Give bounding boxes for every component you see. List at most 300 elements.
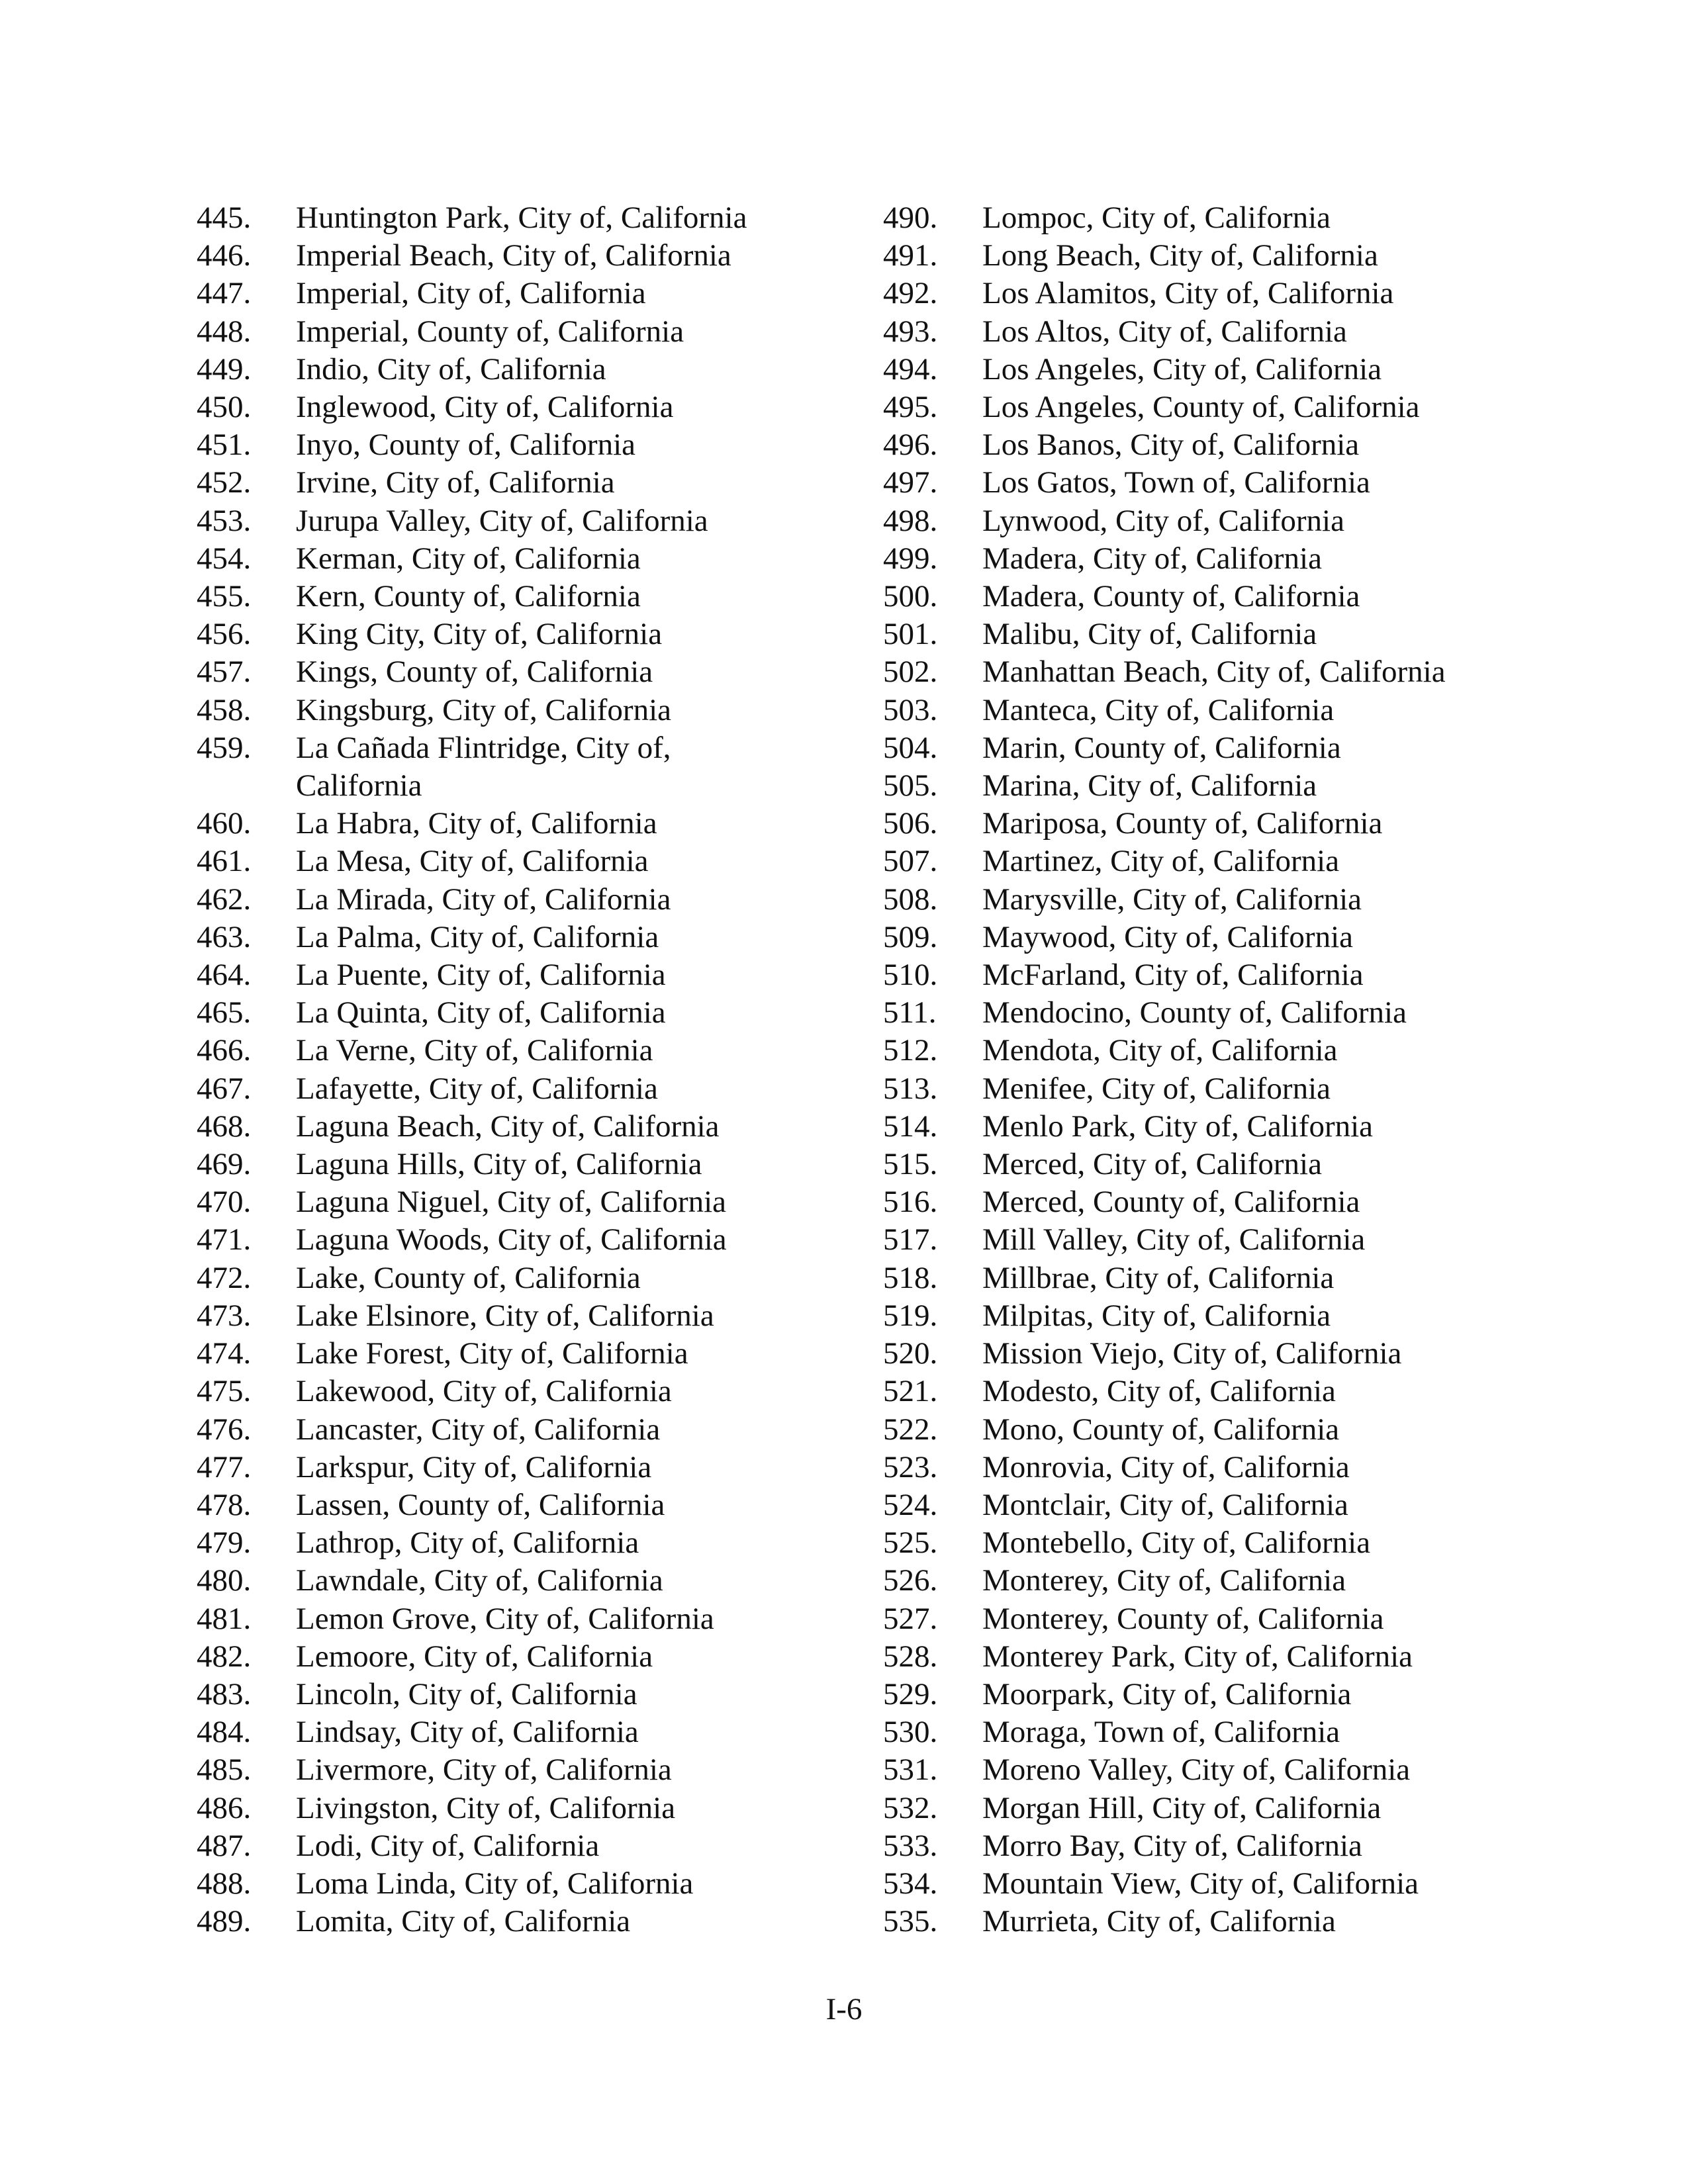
item-text [296, 881, 852, 919]
item-text [296, 1146, 852, 1183]
list-item [197, 540, 852, 578]
list-item [197, 1600, 852, 1638]
list-item [883, 1790, 1538, 1827]
item-text [296, 692, 852, 729]
item-number: 476. [197, 1412, 252, 1447]
item-text [296, 1524, 852, 1562]
item-number: 525. [883, 1525, 938, 1561]
item-text [296, 578, 852, 615]
item-text [982, 842, 1538, 880]
item-number: 468. [197, 1109, 252, 1144]
item-text [982, 1146, 1538, 1183]
item-text [296, 615, 852, 653]
item-number: 532. [883, 1790, 938, 1825]
list-item [883, 351, 1538, 388]
list-item [197, 805, 852, 842]
item-number: 524. [883, 1487, 938, 1522]
left-column-list [197, 199, 852, 1940]
list-item [883, 1713, 1538, 1751]
item-text [296, 237, 852, 275]
item-number: 452. [197, 465, 252, 500]
list-item [197, 1221, 852, 1259]
list-item [883, 313, 1538, 351]
item-text [982, 1827, 1538, 1865]
item-number: 516. [883, 1185, 938, 1220]
item-text-line: Larkspur, City of, California [296, 1449, 652, 1484]
item-number: 511. [883, 995, 937, 1030]
item-text [982, 464, 1538, 502]
item-text-line: Murrieta, City of, California [982, 1904, 1336, 1939]
list-item [197, 615, 852, 653]
item-text-line: Indio, City of, California [296, 351, 606, 387]
list-item [197, 1070, 852, 1108]
list-item [883, 275, 1538, 312]
item-text-line: Lodi, City of, California [296, 1828, 600, 1863]
item-text-line: Maywood, City of, California [982, 919, 1354, 954]
item-text [982, 1903, 1538, 1940]
item-text-line: Lake, County of, California [296, 1260, 641, 1295]
item-text [982, 881, 1538, 919]
item-number: 518. [883, 1260, 938, 1295]
item-number: 459. [197, 730, 252, 765]
item-number: 473. [197, 1298, 252, 1333]
item-text [296, 1903, 852, 1940]
list-item [883, 1070, 1538, 1108]
list-item [197, 1713, 852, 1751]
list-item [883, 1449, 1538, 1486]
item-text [296, 729, 852, 805]
item-text [982, 653, 1538, 691]
item-text-line: Los Gatos, Town of, California [982, 465, 1370, 500]
list-item [883, 1676, 1538, 1713]
item-text [296, 1827, 852, 1865]
item-text-line: Lindsay, City of, California [296, 1715, 639, 1750]
list-item [197, 1259, 852, 1297]
item-number: 469. [197, 1147, 252, 1182]
item-text-line: Monrovia, City of, California [982, 1449, 1350, 1484]
item-text [982, 313, 1538, 351]
item-text-line: Lake Forest, City of, California [296, 1336, 688, 1371]
item-text [982, 426, 1538, 464]
item-text [296, 1638, 852, 1676]
item-number: 450. [197, 390, 252, 425]
item-number: 502. [883, 655, 938, 690]
item-number: 457. [197, 655, 252, 690]
item-number: 493. [883, 314, 938, 349]
item-text-line: Monterey, City of, California [982, 1563, 1346, 1598]
list-item [883, 653, 1538, 691]
item-text-line: Merced, County of, California [982, 1185, 1360, 1220]
item-text [982, 351, 1538, 388]
list-item [197, 1373, 852, 1410]
item-number: 453. [197, 503, 252, 538]
item-text-line: Kingsburg, City of, California [296, 692, 672, 727]
item-number: 495. [883, 390, 938, 425]
list-item [883, 199, 1538, 237]
item-number: 460. [197, 806, 252, 841]
item-text [296, 1600, 852, 1638]
item-text [982, 1562, 1538, 1600]
item-text [982, 956, 1538, 994]
item-number: 449. [197, 351, 252, 387]
item-text [296, 1297, 852, 1335]
item-text-line: La Cañada Flintridge, City of, [296, 730, 671, 765]
item-text [982, 540, 1538, 578]
list-item [197, 1486, 852, 1524]
item-text [982, 1713, 1538, 1751]
item-text [296, 805, 852, 842]
item-text [296, 1751, 852, 1789]
item-text [296, 1070, 852, 1108]
item-text-line: Mission Viejo, City of, California [982, 1336, 1402, 1371]
item-text-line: Irvine, City of, California [296, 465, 615, 500]
list-item [883, 994, 1538, 1032]
item-text [296, 1373, 852, 1410]
item-text [296, 313, 852, 351]
item-text [296, 1032, 852, 1069]
item-number: 486. [197, 1790, 252, 1825]
list-item [197, 919, 852, 956]
item-text [982, 692, 1538, 729]
item-number: 465. [197, 995, 252, 1030]
item-text [296, 956, 852, 994]
item-text [982, 919, 1538, 956]
item-text-line: Moraga, Town of, California [982, 1715, 1340, 1750]
item-text-line: Millbrae, City of, California [982, 1260, 1335, 1295]
list-item [883, 692, 1538, 729]
list-item [883, 502, 1538, 540]
item-text-line: Marin, County of, California [982, 730, 1341, 765]
item-text [982, 1183, 1538, 1221]
item-number: 499. [883, 541, 938, 576]
item-text-line: La Verne, City of, California [296, 1033, 653, 1068]
item-text-line: Inglewood, City of, California [296, 390, 674, 425]
item-text [296, 1676, 852, 1713]
item-number: 485. [197, 1752, 252, 1788]
item-text-line: Martinez, City of, California [982, 844, 1340, 879]
item-number: 526. [883, 1563, 938, 1598]
item-text [982, 767, 1538, 805]
item-text-line: Lancaster, City of, California [296, 1412, 661, 1447]
list-item [197, 464, 852, 502]
item-number: 505. [883, 768, 938, 803]
list-item [883, 1751, 1538, 1789]
item-text [296, 540, 852, 578]
item-text [296, 1865, 852, 1903]
item-text [296, 388, 852, 426]
item-text [982, 275, 1538, 312]
item-text-line: Imperial, County of, California [296, 314, 684, 349]
item-number: 503. [883, 692, 938, 727]
list-item [197, 1032, 852, 1069]
item-number: 489. [197, 1904, 252, 1939]
item-number: 456. [197, 617, 252, 652]
item-number: 447. [197, 276, 252, 311]
item-text-line: Imperial Beach, City of, California [296, 238, 731, 273]
list-item [197, 1562, 852, 1600]
item-text [296, 275, 852, 312]
item-text-line: McFarland, City of, California [982, 958, 1364, 993]
item-text [982, 994, 1538, 1032]
list-item [883, 1600, 1538, 1638]
list-item [883, 919, 1538, 956]
item-text-line: Lynwood, City of, California [982, 503, 1344, 538]
list-item [197, 578, 852, 615]
item-number: 455. [197, 579, 252, 614]
item-text [982, 1335, 1538, 1373]
item-text-line: Imperial, City of, California [296, 276, 646, 311]
list-item [883, 388, 1538, 426]
item-number: 528. [883, 1639, 938, 1674]
item-number: 474. [197, 1336, 252, 1371]
item-number: 487. [197, 1828, 252, 1863]
list-item [197, 1297, 852, 1335]
item-number: 492. [883, 276, 938, 311]
item-text [982, 1297, 1538, 1335]
list-item [883, 578, 1538, 615]
item-number: 472. [197, 1260, 252, 1295]
item-text-line: Kerman, City of, California [296, 541, 641, 576]
list-item [197, 842, 852, 880]
item-text [296, 464, 852, 502]
item-number: 523. [883, 1449, 938, 1484]
item-number: 533. [883, 1828, 938, 1863]
item-text [982, 615, 1538, 653]
item-number: 522. [883, 1412, 938, 1447]
item-number: 490. [883, 201, 938, 235]
item-text-line: Kern, County of, California [296, 579, 641, 614]
page-number: I-6 [825, 1992, 863, 2026]
list-item [197, 1865, 852, 1903]
list-item [883, 1108, 1538, 1146]
item-number: 451. [197, 428, 252, 463]
item-text-line: Long Beach, City of, California [982, 238, 1378, 273]
item-number: 478. [197, 1487, 252, 1522]
item-text-line: Mariposa, County of, California [982, 806, 1383, 841]
item-number: 498. [883, 503, 938, 538]
item-text-line: La Habra, City of, California [296, 806, 657, 841]
item-text [982, 1751, 1538, 1789]
item-number: 508. [883, 882, 938, 917]
item-text [982, 1221, 1538, 1259]
item-number: 506. [883, 806, 938, 841]
item-number: 496. [883, 428, 938, 463]
item-text-line: Lassen, County of, California [296, 1487, 665, 1522]
item-text-line: Lemon Grove, City of, California [296, 1601, 714, 1636]
item-number: 461. [197, 844, 252, 879]
item-text-line: Merced, City of, California [982, 1147, 1322, 1182]
item-text-line: Marina, City of, California [982, 768, 1317, 803]
item-text-line: Laguna Niguel, City of, California [296, 1185, 727, 1220]
list-item [883, 767, 1538, 805]
list-item [197, 237, 852, 275]
item-text-line: Malibu, City of, California [982, 617, 1317, 652]
list-item [883, 842, 1538, 880]
list-item [197, 351, 852, 388]
item-number: 510. [883, 958, 938, 993]
list-item [197, 388, 852, 426]
item-text-line: Livermore, City of, California [296, 1752, 672, 1788]
item-number: 480. [197, 1563, 252, 1598]
item-text-line: Madera, City of, California [982, 541, 1322, 576]
item-text-line: Mendota, City of, California [982, 1033, 1338, 1068]
item-text [982, 729, 1538, 767]
item-number: 497. [883, 465, 938, 500]
item-text [982, 1638, 1538, 1676]
item-text [296, 1259, 852, 1297]
list-item [197, 1903, 852, 1940]
item-number: 483. [197, 1676, 252, 1711]
item-text-line: Lincoln, City of, California [296, 1676, 637, 1711]
item-text-line: Modesto, City of, California [982, 1374, 1336, 1409]
item-text-line: Marysville, City of, California [982, 882, 1362, 917]
list-item [197, 275, 852, 312]
item-number: 529. [883, 1676, 938, 1711]
list-item [883, 1903, 1538, 1940]
item-number: 530. [883, 1715, 938, 1750]
item-number: 454. [197, 541, 252, 576]
list-item [883, 956, 1538, 994]
list-item [883, 1524, 1538, 1562]
item-text-line: Los Angeles, City of, California [982, 351, 1382, 387]
list-item [883, 540, 1538, 578]
list-item [883, 237, 1538, 275]
item-text [982, 1600, 1538, 1638]
item-text-line: Los Angeles, County of, California [982, 390, 1420, 425]
item-number: 521. [883, 1374, 938, 1409]
right-column-list [883, 199, 1538, 1940]
item-text-line: Manteca, City of, California [982, 692, 1335, 727]
item-text [296, 1713, 852, 1751]
list-item [883, 729, 1538, 767]
list-item [197, 1146, 852, 1183]
item-text-line: Loma Linda, City of, California [296, 1866, 694, 1901]
item-number: 504. [883, 730, 938, 765]
list-item [197, 313, 852, 351]
item-number: 501. [883, 617, 938, 652]
list-item [197, 692, 852, 729]
list-item [883, 1259, 1538, 1297]
list-item [197, 1183, 852, 1221]
list-item [197, 502, 852, 540]
item-number: 494. [883, 351, 938, 387]
item-text-line: Laguna Hills, City of, California [296, 1147, 702, 1182]
item-number: 481. [197, 1601, 252, 1636]
list-item [883, 615, 1538, 653]
list-item [883, 1638, 1538, 1676]
item-number: 445. [197, 201, 252, 235]
list-item [883, 1827, 1538, 1865]
item-number: 519. [883, 1298, 938, 1333]
item-text-line: Laguna Woods, City of, California [296, 1222, 727, 1257]
item-text-line: Morro Bay, City of, California [982, 1828, 1362, 1863]
item-number: 484. [197, 1715, 252, 1750]
list-item [197, 1524, 852, 1562]
item-number: 514. [883, 1109, 938, 1144]
item-text [296, 1183, 852, 1221]
item-text-line: Mill Valley, City of, California [982, 1222, 1366, 1257]
item-number: 464. [197, 958, 252, 993]
item-text [982, 1032, 1538, 1069]
item-text-line: Menlo Park, City of, California [982, 1109, 1374, 1144]
item-text [982, 1486, 1538, 1524]
item-text-line: Madera, County of, California [982, 579, 1360, 614]
item-text-line: Livingston, City of, California [296, 1790, 676, 1825]
item-text [982, 237, 1538, 275]
item-number: 446. [197, 238, 252, 273]
item-text [296, 1486, 852, 1524]
item-number: 500. [883, 579, 938, 614]
item-text [982, 1411, 1538, 1449]
item-text-line: Moreno Valley, City of, California [982, 1752, 1411, 1788]
item-number: 513. [883, 1071, 938, 1106]
item-text-line: Lathrop, City of, California [296, 1525, 639, 1561]
item-text-line: La Mesa, City of, California [296, 844, 649, 879]
item-number: 507. [883, 844, 938, 879]
item-text [982, 1373, 1538, 1410]
item-text [296, 1790, 852, 1827]
list-item [883, 464, 1538, 502]
item-text-line: Moorpark, City of, California [982, 1676, 1352, 1711]
list-item [883, 1032, 1538, 1069]
item-text-line: Inyo, County of, California [296, 428, 636, 463]
list-item [883, 1486, 1538, 1524]
item-text-line: Los Altos, City of, California [982, 314, 1347, 349]
item-number: 515. [883, 1147, 938, 1182]
item-text-line: Monterey Park, City of, California [982, 1639, 1413, 1674]
item-text [982, 1790, 1538, 1827]
list-item [883, 1411, 1538, 1449]
item-number: 509. [883, 919, 938, 954]
item-text [982, 1108, 1538, 1146]
item-text-line: Morgan Hill, City of, California [982, 1790, 1382, 1825]
item-text-line: Lompoc, City of, California [982, 201, 1331, 235]
item-text-line: Lake Elsinore, City of, California [296, 1298, 714, 1333]
item-number: 512. [883, 1033, 938, 1068]
item-text-line: Montebello, City of, California [982, 1525, 1371, 1561]
item-text-line: Monterey, County of, California [982, 1601, 1384, 1636]
item-text-line: Lafayette, City of, California [296, 1071, 658, 1106]
item-text [296, 1108, 852, 1146]
item-text-line: Mountain View, City of, California [982, 1866, 1419, 1901]
list-item [197, 1676, 852, 1713]
item-text-line: Huntington Park, City of, California [296, 201, 747, 235]
item-text [982, 199, 1538, 237]
item-number: 471. [197, 1222, 252, 1257]
item-text-line: Kings, County of, California [296, 655, 653, 690]
item-number: 520. [883, 1336, 938, 1371]
item-number: 462. [197, 882, 252, 917]
list-item [197, 1827, 852, 1865]
list-item [197, 1335, 852, 1373]
item-number: 491. [883, 238, 938, 273]
list-item [883, 1335, 1538, 1373]
item-text-line: Milpitas, City of, California [982, 1298, 1331, 1333]
item-number: 467. [197, 1071, 252, 1106]
item-text-line: La Quinta, City of, California [296, 995, 666, 1030]
item-text-continuation: California [296, 768, 422, 803]
item-text [296, 1335, 852, 1373]
list-item [197, 426, 852, 464]
list-item [197, 1638, 852, 1676]
list-item [883, 1562, 1538, 1600]
list-item [197, 994, 852, 1032]
list-item [197, 1790, 852, 1827]
list-item [197, 1108, 852, 1146]
item-number: 448. [197, 314, 252, 349]
item-number: 535. [883, 1904, 938, 1939]
item-text [982, 1070, 1538, 1108]
